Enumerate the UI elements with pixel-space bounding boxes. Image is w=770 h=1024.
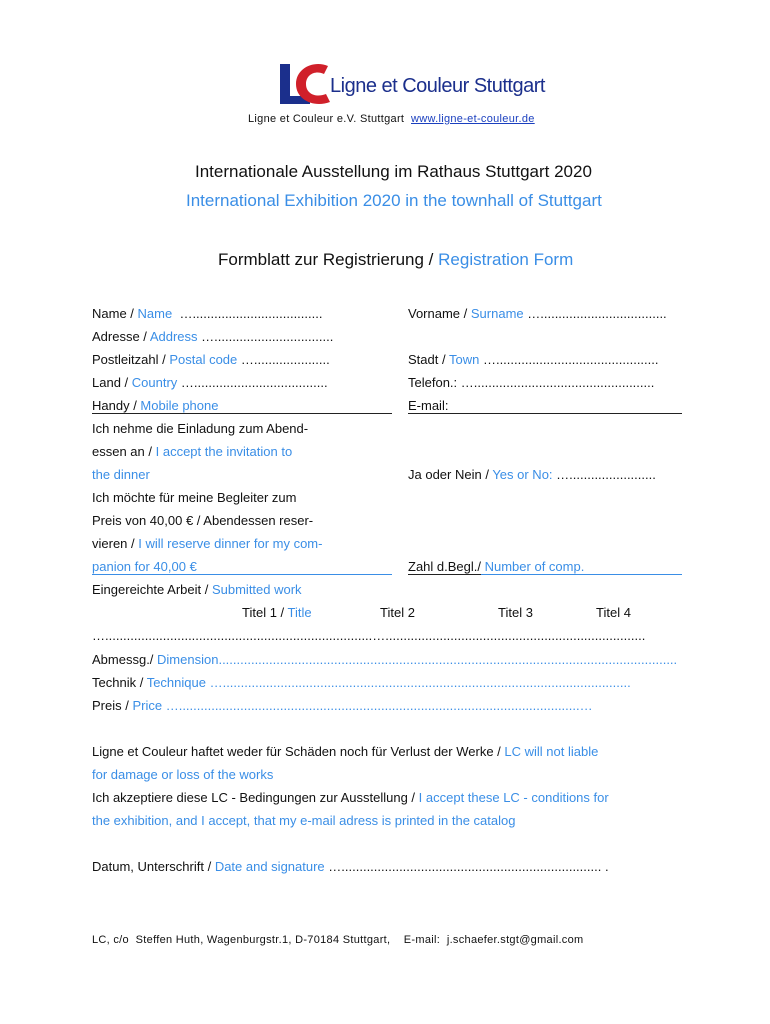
invitation-line-3: the dinner: [92, 467, 150, 482]
submitted-work: [92, 582, 302, 597]
field-price-label-en: Price: [132, 698, 166, 713]
title-1-label: Titel 1 /: [242, 605, 288, 620]
field-name-label: Name /: [92, 306, 138, 321]
field-phone-dots: …..................................................: [460, 375, 655, 390]
invitation-line-2-de: essen an /: [92, 444, 156, 459]
field-dimension-dots: ...............................................................................................................................: [218, 652, 678, 667]
field-country-dots: ….....................................: [180, 375, 328, 390]
lc-logo-mark: [278, 58, 334, 108]
field-technique-label-en: Technique: [146, 675, 210, 690]
field-town-dots: ….............................................: [482, 352, 659, 367]
title-3-header: Titel 3: [498, 605, 533, 620]
field-technique-label: Technik /: [92, 675, 147, 690]
companions-line-3-en: I will reserve dinner for my com-: [138, 536, 323, 551]
field-surname-dots: …...................................: [527, 306, 667, 321]
field-price[interactable]: [92, 698, 680, 713]
submitted-work-label: Eingereichte Arbeit /: [92, 582, 212, 597]
field-postal-code[interactable]: [92, 352, 330, 367]
field-yes-no-dots: …........................: [556, 467, 656, 482]
logo: [278, 58, 548, 108]
field-postal-code-dots: ….....................: [240, 352, 330, 367]
logo-text: Ligne et Couleur Stuttgart: [330, 75, 545, 97]
liability-line-1-en: LC will not liable: [504, 744, 599, 759]
title-en: International Exhibition 2020 in the townhall of Stuttgart: [186, 191, 602, 210]
companions-line-3-de: vieren /: [92, 536, 139, 551]
field-address-label-en: Address: [149, 329, 198, 344]
footer-address: LC, c/o Steffen Huth, Wagenburgstr.1, D-70184 Stuttgart, E-mail: j.schaefer.stgt@gmail.com: [92, 934, 584, 946]
accept-line-1: [92, 790, 609, 805]
field-mobile-label-en: Mobile phone: [140, 398, 219, 413]
invitation-line-1: Ich nehme die Einladung zum Abend-: [92, 421, 309, 436]
field-signature[interactable]: [92, 859, 609, 874]
companions-line-3: [92, 536, 322, 551]
field-postal-code-label: Postleitzahl /: [92, 352, 170, 367]
field-mobile-label: Handy /: [92, 398, 141, 413]
field-name[interactable]: [92, 306, 322, 321]
field-yes-no[interactable]: [408, 467, 656, 482]
invitation-line-2-en: I accept the invitation to: [155, 444, 293, 459]
field-address-label: Adresse /: [92, 329, 150, 344]
form-title: [218, 250, 573, 270]
liability-line-1-de: Ligne et Couleur haftet weder für Schäden noch für Verlust der Werke /: [92, 744, 505, 759]
companions-line-1: Ich möchte für meine Begleiter zum: [92, 490, 297, 505]
field-technique[interactable]: [92, 675, 680, 690]
field-price-dots: …...............................................................................................................…: [165, 698, 593, 713]
field-town[interactable]: [408, 352, 659, 367]
field-signature-dots: …........................................................................ .: [328, 859, 609, 874]
title-1-header: [242, 605, 312, 620]
field-yes-no-label: Ja oder Nein /: [408, 467, 493, 482]
field-country-label-en: Country: [131, 375, 178, 390]
field-dimension[interactable]: [92, 652, 680, 667]
titles-dots-line[interactable]: …..........................................................................…........................................................................: [92, 628, 646, 643]
accept-line-1-de: Ich akzeptiere diese LC - Bedingungen zur Ausstellung /: [92, 790, 419, 805]
field-address[interactable]: [92, 329, 333, 344]
submitted-work-label-en: Submitted work: [211, 582, 302, 597]
field-companion-count-label: Zahl d.Begl./: [408, 559, 481, 574]
title-de: Internationale Ausstellung im Rathaus Stuttgart 2020: [195, 162, 592, 181]
association-name: Ligne et Couleur e.V. Stuttgart: [248, 113, 405, 125]
field-town-label: Stadt /: [408, 352, 449, 367]
companions-line-2: Preis von 40,00 € / Abendessen reser-: [92, 513, 314, 528]
field-email[interactable]: [408, 398, 682, 414]
companions-line-4: panion for 40,00 €: [92, 559, 392, 575]
accept-line-1-en: I accept these LC - conditions for: [418, 790, 609, 805]
accept-line-2: the exhibition, and I accept, that my e-mail adress is printed in the catalog: [92, 813, 516, 828]
liability-line-1: [92, 744, 598, 759]
field-surname-label-en: Surname: [470, 306, 524, 321]
field-country-label: Land /: [92, 375, 132, 390]
field-name-dots: …....................................: [179, 306, 323, 321]
field-phone[interactable]: [408, 375, 654, 390]
field-country[interactable]: [92, 375, 328, 390]
field-dimension-label-en: Dimension: [157, 652, 219, 667]
website-link[interactable]: www.ligne-et-couleur.de: [411, 113, 535, 125]
field-phone-label: Telefon.:: [408, 375, 461, 390]
form-title-en: Registration Form: [438, 250, 574, 269]
field-town-label-en: Town: [448, 352, 480, 367]
title-1-label-en: Title: [287, 605, 312, 620]
invitation-line-2: [92, 444, 292, 459]
form-title-de: Formblatt zur Registrierung /: [218, 250, 439, 269]
field-postal-code-label-en: Postal code: [169, 352, 238, 367]
field-companion-count[interactable]: [408, 559, 682, 575]
field-email-label: E-mail:: [408, 398, 449, 413]
association-line: [248, 113, 535, 125]
field-name-label-en: Name: [137, 306, 173, 321]
field-signature-label-en: Date and signature: [214, 859, 329, 874]
field-address-dots: ….................................: [201, 329, 334, 344]
field-surname[interactable]: [408, 306, 667, 321]
title-2-header: Titel 2: [380, 605, 415, 620]
field-technique-dots: ….................................................................................................................: [209, 675, 631, 690]
field-yes-no-label-en: Yes or No:: [492, 467, 557, 482]
field-mobile[interactable]: [92, 398, 392, 414]
field-dimension-label: Abmessg./: [92, 652, 158, 667]
title-4-header: Titel 4: [596, 605, 631, 620]
field-signature-label: Datum, Unterschrift /: [92, 859, 215, 874]
liability-line-2: for damage or loss of the works: [92, 767, 274, 782]
field-price-label: Preis /: [92, 698, 133, 713]
field-companion-count-label-en: Number of comp.: [481, 559, 585, 574]
field-surname-label: Vorname /: [408, 306, 471, 321]
